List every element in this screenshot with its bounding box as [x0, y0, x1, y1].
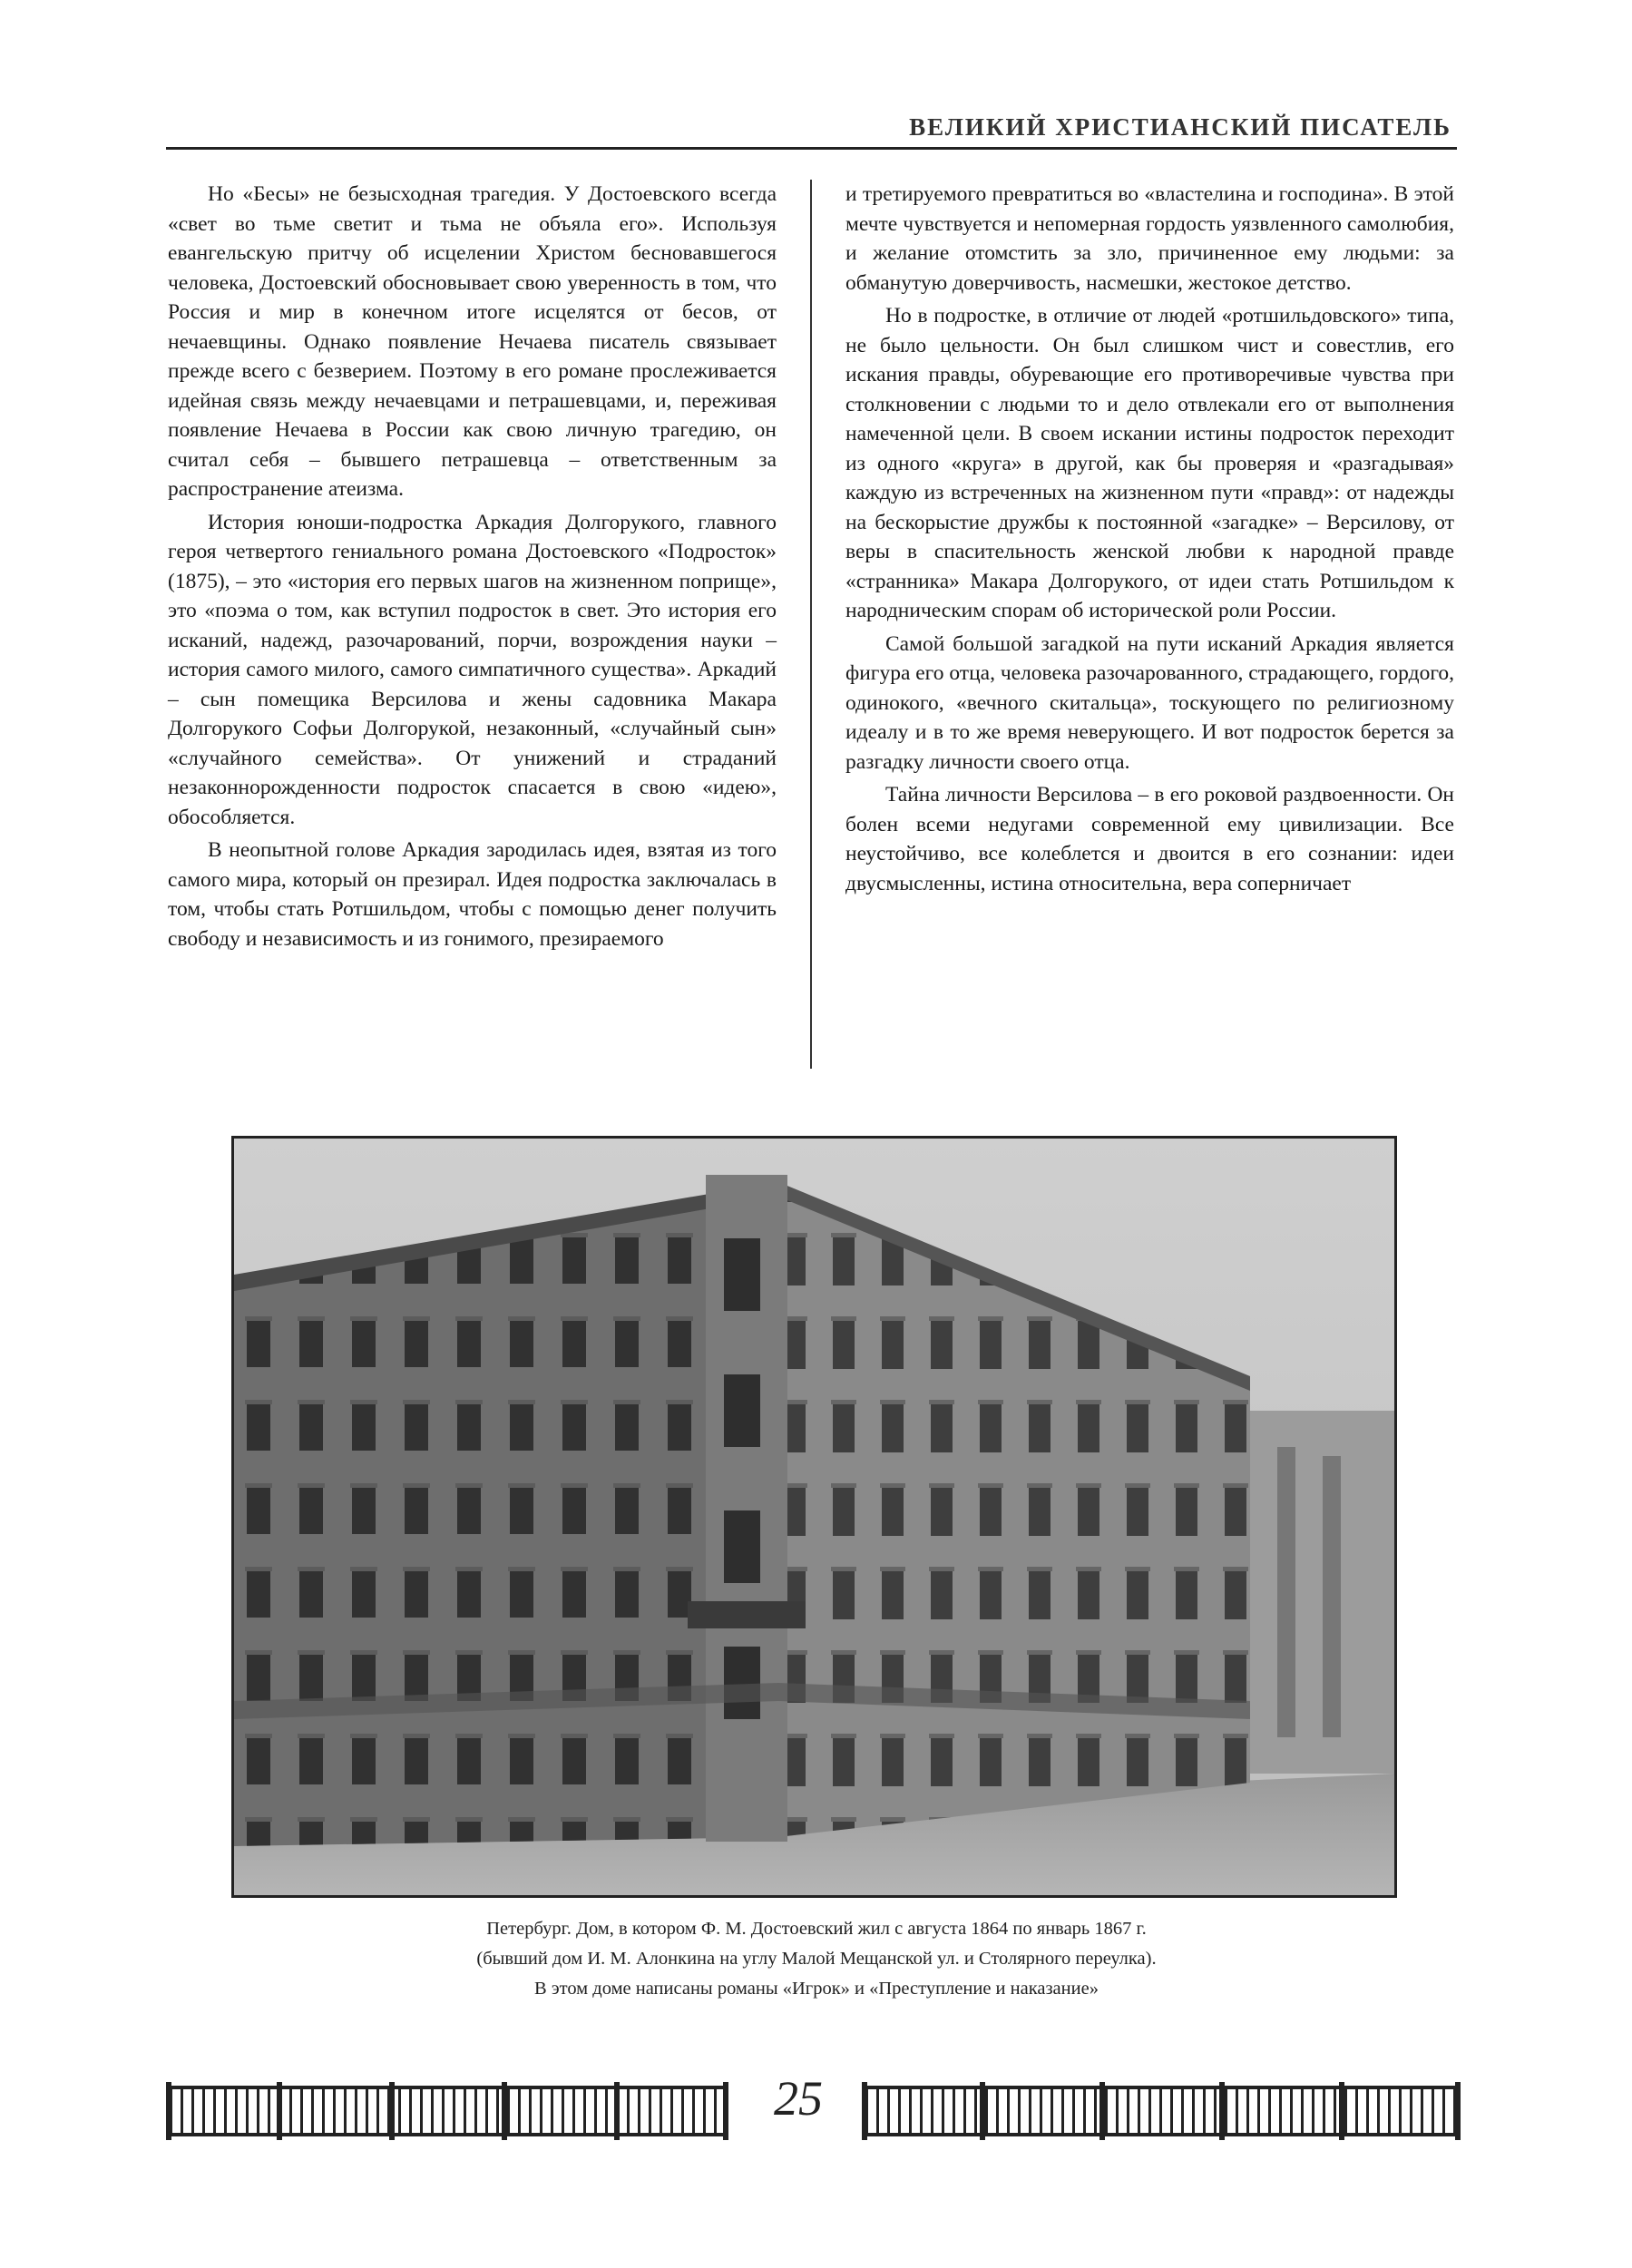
paragraph: Но «Бесы» не безысходная трагедия. У Достоевского всегда «свет во тьме светит и тьма не объяла его». Используя евангельскую притчу об исцелении Христом бесновавшегося человека, Достоевский обосновывает свою уверенность в том, что Россия и мир в конечном итоге исцелятся от бесов, от нечаевщины. Однако появление Нечаева писатель связывает прежде всего с безверием. Поэтому в его романе прослеживается идейная связь между нечаевцами и петрашевцами, и, переживая появление Нечаева в России как свою личную трагедию, он считал себя – бывшего петрашевца – ответственным за распространение атеизма. [168, 182, 777, 501]
paragraph: и третируемого превратиться во «властелина и господина». В этой мечте чувствуется и непомерная гордость уязвленного самолюбия, и желание отомстить за зло, причиненное ему людьми: за обманутую доверчивость, насмешки, жестокое детство. [845, 182, 1454, 295]
paragraph: Самой большой загадкой на пути исканий Аркадия является фигура его отца, человека разочарованного, страдающего, гордого, одинокого, «вечного скитальца», тоскующего по религиозному идеалу и в то же время неверующего. И вот подросток берется за разгадку личности своего отца. [845, 631, 1455, 774]
railing-ornament-right [862, 2082, 1461, 2140]
paragraph: Но в подростке, в отличие от людей «ротшильдовского» типа, не было цельности. Он был слишком чист и совестлив, его искания правды, обуревающие его противоречивые чувства при столкновении с людьми то и дело отвлекали его от выполнения намеченной цели. В своем искании истины подросток переходит из одного «круга» в другой, как бы проверяя и «разгадывая» каждую из встреченных на жизненном пути «правд»: от надежды на бескорыстие дружбы к постоянной «загадке» – Версилову, от веры в спасительность женской любви к народной правде «странника» Макара Долгорукого, от идеи стать Ротшильдом к народническим спорам об исторической роли России. [845, 304, 1454, 622]
paragraph: Тайна личности Версилова – в его роковой раздвоенности. Он болен всеми недугами современной ему цивилизации. Все неустойчиво, все колеблется и двоится в его сознании: идеи двусмысленны, истина относительна, вера соперничает [845, 783, 1454, 895]
column-divider [810, 180, 812, 1069]
paragraph: В неопытной голове Аркадия зародилась идея, взятая из того самого мира, который он презирал. Идея подростка заключалась в том, чтобы стать Ротшильдом, чтобы с помощью денег получить свободу и независимость и из гонимого, презираемого [168, 838, 777, 951]
caption-line: В этом доме написаны романы «Игрок» и «Преступление и наказание» [534, 1979, 1099, 1999]
figure-caption [236, 1914, 1397, 2004]
running-header [166, 102, 1457, 150]
right-text-column [845, 180, 1454, 898]
railing-ornament-left [166, 2082, 728, 2140]
paragraph: История юноши-подростка Аркадия Долгорукого, главного героя четвертого гениального романа Достоевского «Подросток» (1875), – это «история его первых шагов на жизненном поприще», это «поэма о том, как вступил подросток в свет. Это история его исканий, надежд, разочарований, порчи, возрождения науки – история самого милого, самого симпатичного существа». Аркадий – сын помещика Версилова и жены садовника Макара Долгорукого Софьи Долгорукой, незаконный, «случайный сын» «случайного семейства». От унижений и страданий незаконнорожденности подросток спасается в свою «идею», обособляется. [168, 510, 777, 829]
running-title: ВЕЛИКИЙ ХРИСТИАНСКИЙ ПИСАТЕЛЬ [909, 113, 1451, 141]
caption-line: Петербург. Дом, в котором Ф. М. Достоевский жил с августа 1864 по январь 1867 г. [486, 1919, 1147, 1939]
left-text-column [168, 180, 777, 953]
caption-line: (бывший дом И. М. Алонкина на углу Малой Мещанской ул. и Столярного переулка). [476, 1949, 1157, 1969]
page-number: 25 [774, 2071, 823, 2126]
building-photo [231, 1136, 1397, 1898]
